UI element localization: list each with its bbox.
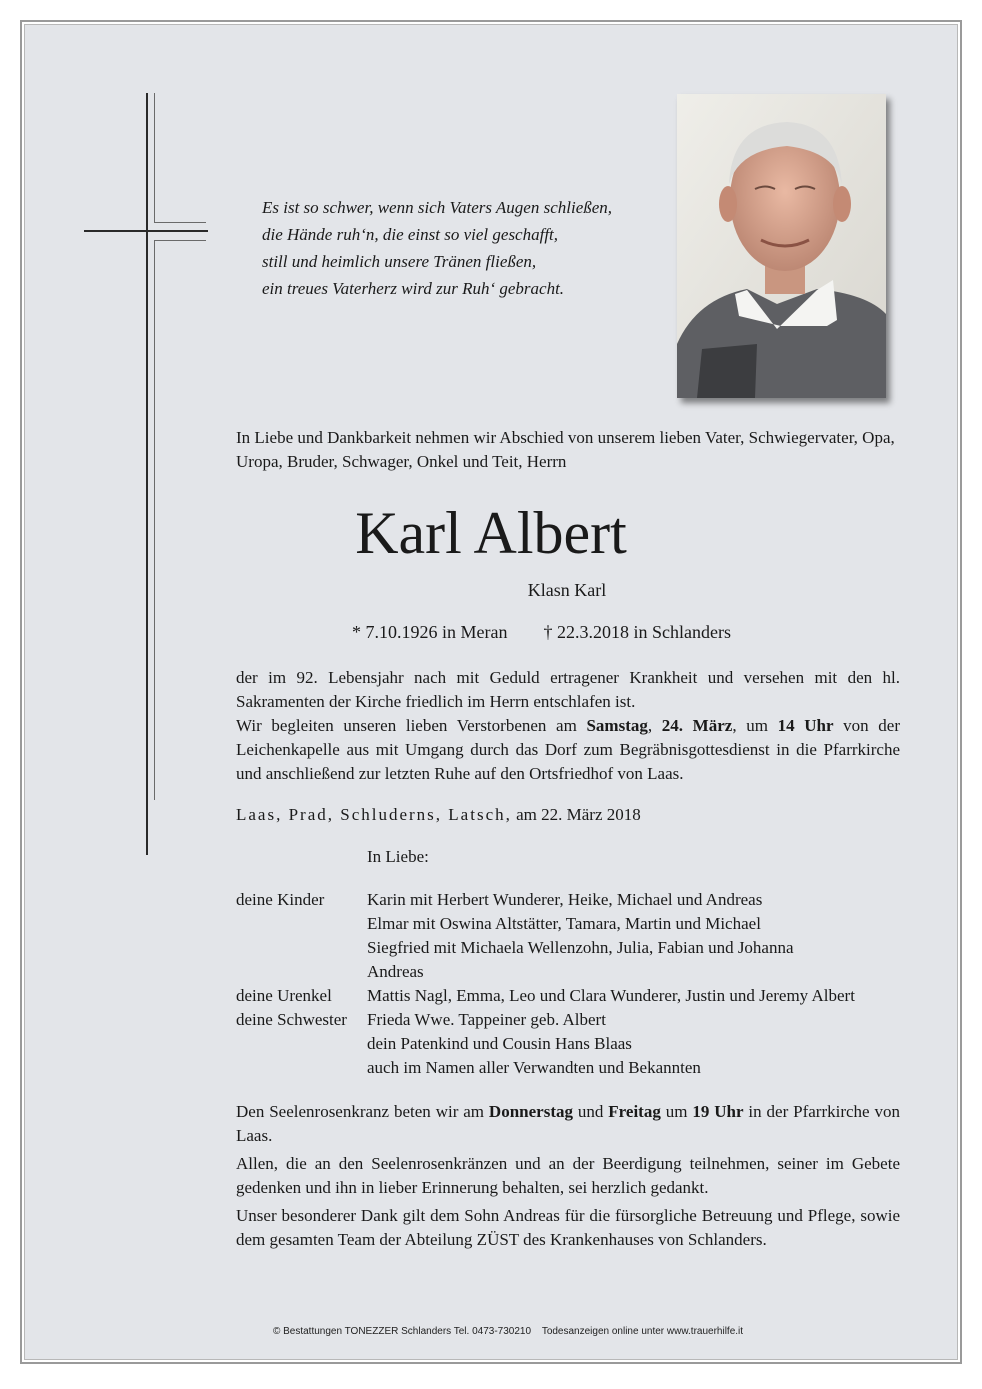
special-thanks-text: Unser besonderer Dank gilt dem Sohn Andreas für die fürsorgliche Betreuung und Pflege, sowie dem gesamten Team der Abteilung ZÜST des Krankenhauses von Schlanders.	[236, 1206, 900, 1249]
poem-line: still und heimlich unsere Tränen fließen,	[262, 252, 537, 271]
death-date: † 22.3.2018 in Schlanders	[543, 622, 731, 642]
birth-date: * 7.10.1926 in Meran	[352, 622, 508, 642]
footer-website: Todesanzeigen online unter www.trauerhilfe.it	[541, 1326, 744, 1337]
portrait-photo	[677, 94, 886, 398]
rosary-notice: Den Seelenrosenkranz beten wir am Donnerstag und Freitag um 19 Uhr in der Pfarrkirche von Laas.	[236, 1102, 900, 1145]
nickname: Klasn Karl	[527, 580, 607, 600]
deceased-name: Karl Albert	[355, 500, 627, 566]
in-liebe-label: In Liebe:	[367, 847, 429, 866]
closing-text	[236, 1100, 900, 1256]
poem-line: die Hände ruh‘n, die einst so viel geschafft,	[262, 225, 559, 244]
poem-line: Es ist so schwer, wenn sich Vaters Augen schließen,	[262, 198, 613, 217]
footer	[0, 1326, 982, 1337]
death-notice-text: der im 92. Lebensjahr nach mit Geduld ertragener Krankheit und versehen mit den hl. Sakramenten der Kirche friedlich im Herrn entschlafen ist.	[236, 668, 900, 711]
poem	[262, 194, 612, 302]
funeral-details	[236, 666, 900, 786]
place-and-date: Laas, Prad, Schluderns, Latsch, am 22. März 2018	[236, 805, 641, 824]
poem-line: ein treues Vaterherz wird zur Ruh‘ gebracht.	[262, 279, 565, 298]
funeral-date: 24. März	[661, 716, 733, 735]
intro-text: In Liebe und Dankbarkeit nehmen wir Abschied von unserem lieben Vater, Schwiegervater, Opa, Uropa, Bruder, Schwager, Onkel und Teit, Herrn	[236, 428, 895, 471]
funeral-time: 14 Uhr	[777, 716, 834, 735]
funeral-day: Samstag	[586, 716, 648, 735]
thanks-text: Allen, die an den Seelenrosenkränzen und an der Beerdigung teilnehmen, seiner im Gebete gedenken und ihn in lieber Erinnerung behalten, sei herzlich gedankt.	[236, 1154, 900, 1197]
footer-copyright: © Bestattungen TONEZZER Schlanders Tel. 0473-730210	[272, 1326, 532, 1337]
funeral-text: Wir begleiten unseren lieben Verstorbenen am Samstag, 24. März, um 14 Uhr von der Leichenkapelle aus mit Umgang durch das Dorf zum Begräbnisgottesdienst in die Pfarrkirche und anschließend zur letzten Ruhe auf den Ortsfriedhof von Laas.	[236, 716, 900, 783]
life-dates	[352, 622, 731, 643]
